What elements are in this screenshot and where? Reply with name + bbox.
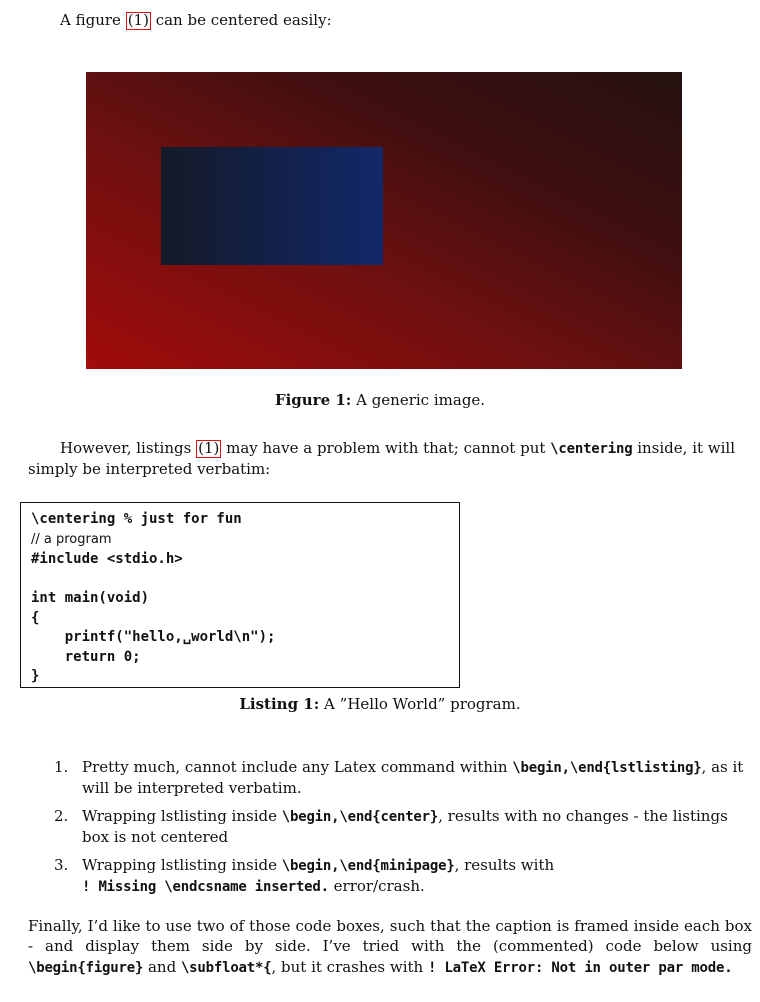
para1-text-middle: may have a problem with that; cannot put (221, 439, 551, 457)
code-line: printf("hello,␣world\n"); (31, 629, 276, 645)
list-item-text: Wrapping lstlisting inside (82, 807, 282, 826)
paragraph-listings-problem (28, 438, 743, 479)
code-line: int main(void) (31, 590, 150, 606)
list-item-code: \begin,\end{minipage} (281, 858, 455, 875)
listing-reference-link[interactable]: (1) (198, 439, 220, 457)
para1-text-after: inside, it will simply be interpreted verbatim: (28, 439, 736, 478)
paragraph-side-by-side (28, 916, 752, 977)
listing-caption-text: A ”Hello World” program. (319, 695, 521, 713)
list-item-text: Wrapping lstlisting inside (82, 856, 282, 875)
list-item-number: 2. (54, 807, 69, 826)
list-item-text: , results with (454, 856, 555, 875)
para2-text: Finally, I’d like to use two of those code boxes, such that the caption is framed inside each box - and display them side by side. I’ve tried with the (commented) code below using (28, 917, 752, 956)
figure-inner-rectangle (161, 147, 383, 265)
centering-command: \centering (550, 441, 633, 457)
subfloat-command: \subfloat*{ (180, 959, 272, 976)
latex-error-message: ! LaTeX Error: Not in outer par mode. (427, 959, 733, 976)
code-listing-box (20, 502, 460, 688)
figure-caption-text: A generic image. (351, 391, 486, 409)
para2-text: , but it crashes with (271, 957, 428, 976)
begin-figure-command: \begin{figure} (28, 959, 144, 976)
list-item-code: \begin,\end{lstlisting} (512, 760, 702, 776)
list-item-text: , results with no changes - the listings box is not centered (82, 807, 728, 847)
code-line-comment: // a program (31, 532, 112, 547)
code-line: #include <stdio.h> (31, 551, 183, 567)
numbered-list (54, 757, 744, 905)
list-item-text: Pretty much, cannot include any Latex command within (82, 758, 513, 776)
list-item-code: \begin,\end{center} (281, 809, 439, 826)
code-line: { (31, 610, 40, 626)
list-item-text: error/crash. (328, 877, 425, 896)
code-line: } (31, 668, 40, 684)
figure-caption (0, 390, 760, 410)
list-item-number: 1. (54, 758, 69, 776)
list-item-number: 3. (54, 856, 69, 875)
para1-text-before: However, listings (60, 439, 197, 457)
listing-caption-label: Listing 1: (239, 695, 320, 713)
intro-sentence (60, 10, 332, 30)
generic-figure-image (86, 72, 682, 369)
intro-text-after: can be centered easily: (150, 11, 332, 29)
list-item (54, 806, 744, 847)
figure-caption-label: Figure 1: (274, 391, 352, 409)
list-item-error-code: ! Missing \endcsname inserted. (82, 879, 329, 896)
listing-caption (0, 694, 760, 714)
para2-text: and (143, 957, 181, 976)
figure-reference-link[interactable]: (1) (127, 11, 149, 29)
list-item-text: , as it will be interpreted verbatim. (82, 758, 744, 797)
list-item (54, 855, 744, 897)
code-line: \centering % just for fun (31, 511, 242, 527)
code-line: return 0; (31, 649, 141, 665)
list-item (54, 757, 744, 798)
intro-text-before: A figure (60, 11, 126, 29)
